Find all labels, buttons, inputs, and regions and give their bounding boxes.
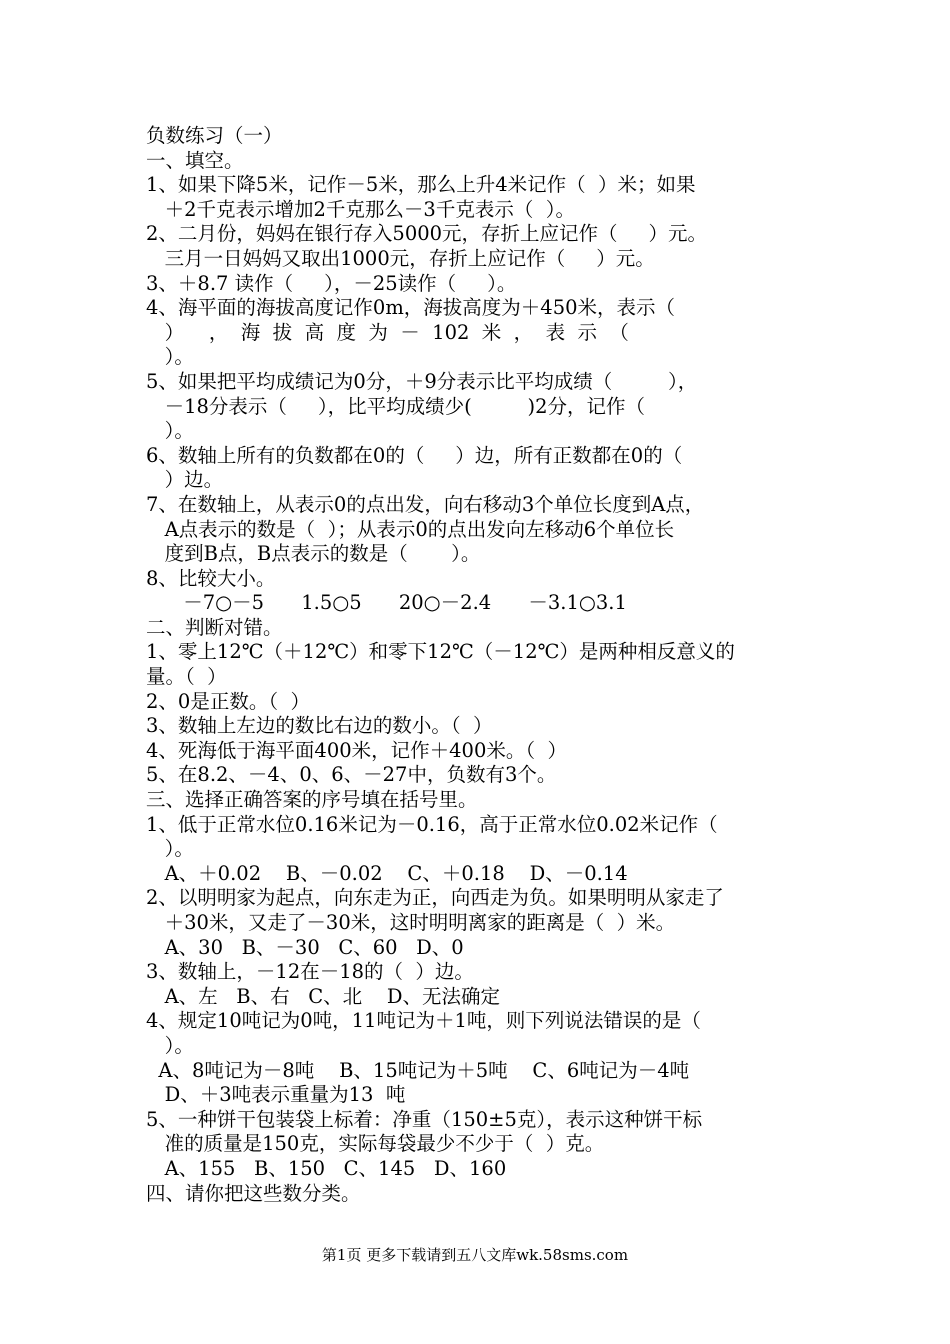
text-line: 8、比较大小。 [146,566,276,590]
text-line: 3、数轴上左边的数比右边的数小。（ ） [146,714,493,738]
text-line: 2、二月份，妈妈在银行存入5000元，存折上应记作（ ）元。 [146,222,708,246]
text-line: A点表示的数是（ ）；从表示0的点出发向左移动6个单位长 [146,517,675,541]
text-line: ＋2千克表示增加2千克那么－3千克表示（ ）。 [146,197,575,221]
text-line: 负数练习（一） [146,124,283,147]
text-line: 量。（ ） [146,665,227,689]
text-line: A、8吨记为－8吨 B、15吨记为＋5吨 C、6吨记为－4吨 [146,1058,690,1082]
text-line: 1、低于正常水位0.16米记为－0.16，高于正常水位0.02米记作（ [146,812,718,836]
text-line: 4、死海低于海平面400米，记作＋400米。（ ） [146,738,567,762]
text-line: A、30 B、－30 C、60 D、0 [146,935,464,959]
text-line: －7○－5 1.5○5 20○－2.4 －3.1○3.1 [146,591,627,615]
text-line: A、155 B、150 C、145 D、160 [146,1156,507,1180]
text-line: ）边。 [146,468,224,492]
text-line: 度到B点，B点表示的数是（ ）。 [146,542,481,566]
text-line: 三、选择正确答案的序号填在括号里。 [146,788,478,812]
text-line: 四、请你把这些数分类。 [146,1181,361,1205]
text-line: ） ， 海 拔 高 度 为 － 102 米 ， 表 示 （ [146,320,629,344]
text-line: 二、判断对错。 [146,615,283,639]
text-line: 5、在8.2、－4、0、6、－27中，负数有3个。 [146,763,557,787]
text-line: ）。 [146,419,194,443]
page-footer: 第1页 更多下载请到五八文库wk.58sms.com [321,1246,629,1264]
text-line: 三月一日妈妈又取出1000元，存折上应记作（ ）元。 [146,246,655,270]
text-line: 5、如果把平均成绩记为0分，＋9分表示比平均成绩（ ）， [146,369,698,393]
text-line: 4、海平面的海拔高度记作0m，海拔高度为＋450米，表示（ [146,296,676,320]
text-line: A、左 B、右 C、北 D、无法确定 [146,984,501,1008]
text-line: 1、如果下降5米，记作－5米，那么上升4米记作（ ）米；如果 [146,173,696,197]
text-line: ）。 [146,837,194,861]
text-line: 2、以明明家为起点，向东走为正，向西走为负。如果明明从家走了 [146,886,724,910]
text-line: 5、一种饼干包装袋上标着：净重（150±5克），表示这种饼干标 [146,1107,703,1131]
text-line: 3、＋8.7 读作（ ），－25读作（ ）。 [146,271,517,295]
text-line: －18分表示（ ），比平均成绩少( )2分，记作（ [146,394,646,418]
text-line: 一、填空。 [146,148,244,172]
text-line: 1、零上12℃（＋12℃）和零下12℃（－12℃）是两种相反意义的 [146,640,735,664]
text-line: 4、规定10吨记为0吨，11吨记为＋1吨，则下列说法错误的是（ [146,1009,701,1033]
text-line: ＋30米，又走了－30米，这时明明离家的距离是（ ）米。 [146,911,676,934]
text-line: 6、数轴上所有的负数都在0的（ ）边，所有正数都在0的（ [146,443,683,467]
text-line: 2、0是正数。（ ） [146,689,310,713]
text-line: ）。 [146,1033,194,1057]
text-line: 3、数轴上，－12在－18的（ ）边。 [146,960,474,984]
text-line: A、＋0.02 B、－0.02 C、＋0.18 D、－0.14 [146,861,628,885]
text-line: ）。 [146,345,194,369]
document-body [146,124,814,1206]
text-line: 7、在数轴上，从表示0的点出发，向右移动3个单位长度到A点， [146,492,705,516]
text-line: 准的质量是150克，实际每袋最少不少于（ ）克。 [146,1132,605,1156]
text-line: D、＋3吨表示重量为13 吨 [146,1083,406,1107]
